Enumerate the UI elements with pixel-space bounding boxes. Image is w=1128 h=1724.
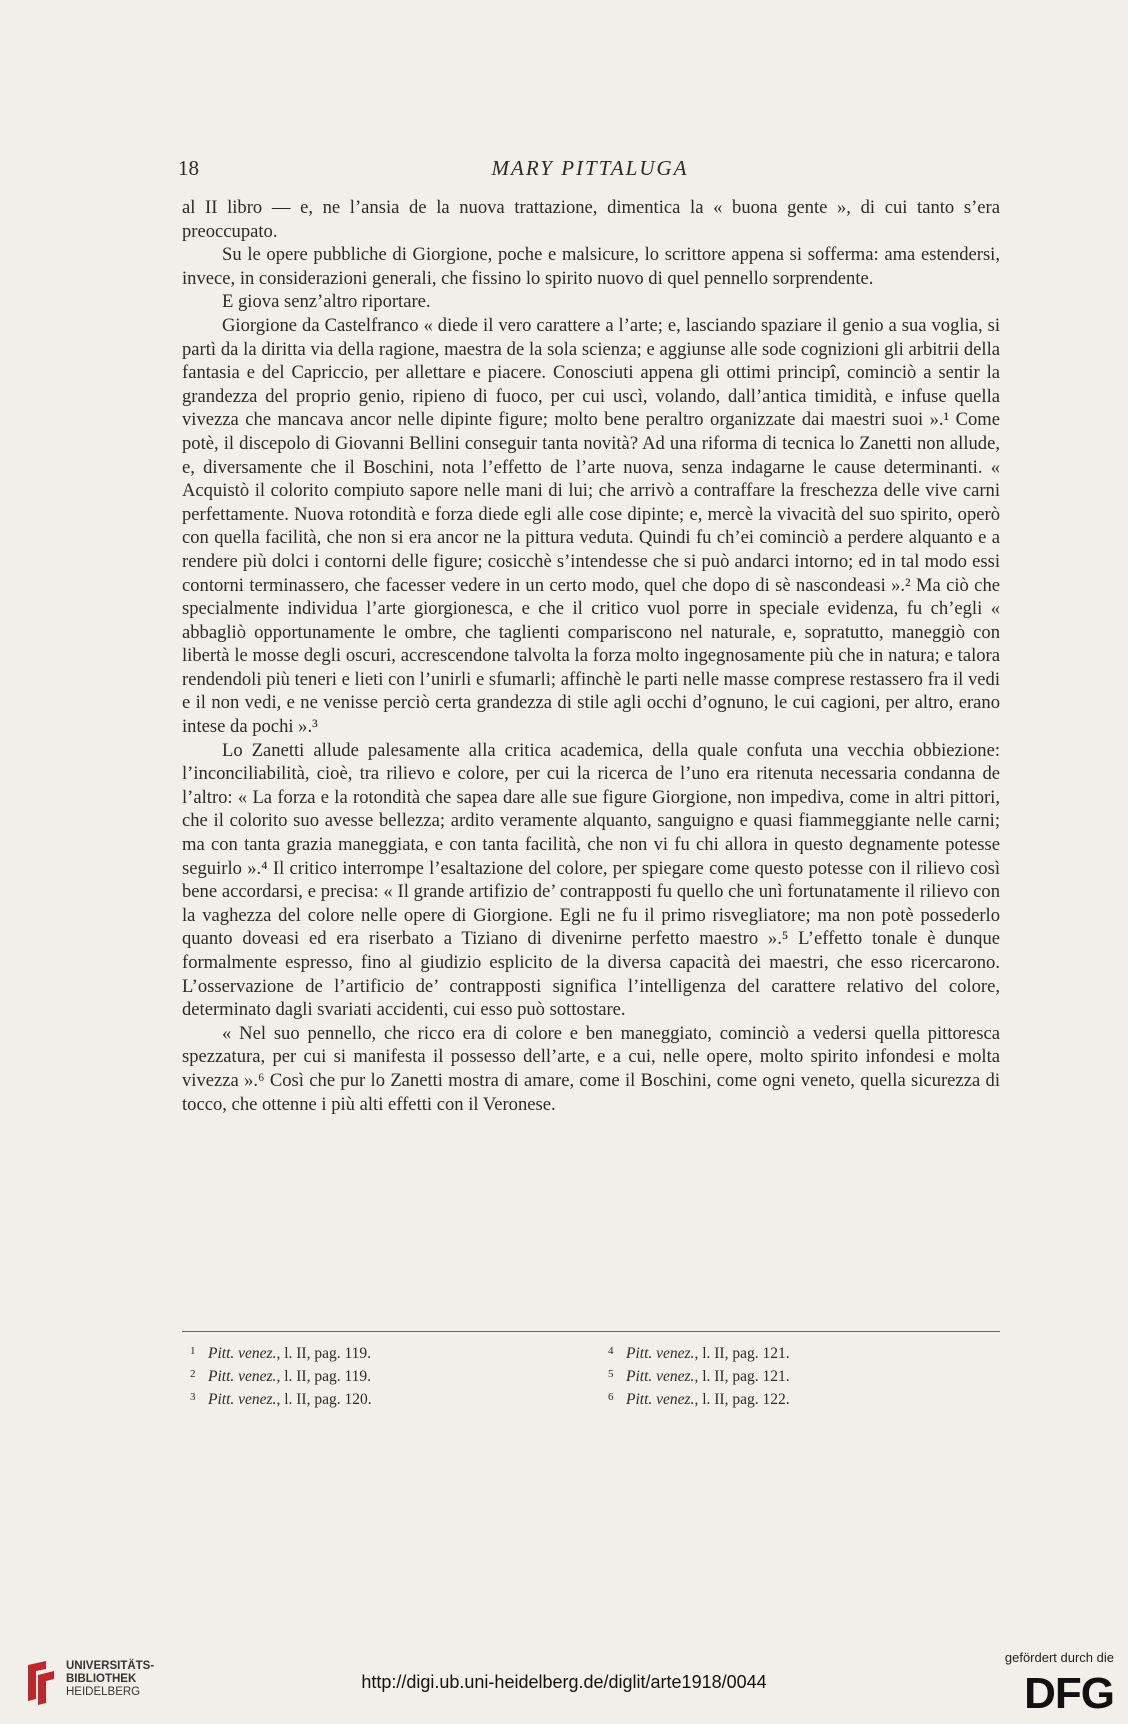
- footnote: 6 Pitt. venez., l. II, pag. 122.: [608, 1391, 790, 1408]
- paragraph: « Nel suo pennello, che ricco era di colore e ben maneggiato, cominciò a vedersi quella pittoresca spezzatura, per cui si manifesta il possesso dell’arte, e a cui, nelle opere, molto spirito infondesi e molta vivezza ».⁶ Così che pur lo Zanetti mostra di amare, come il Boschini, come ogni veneto, quella sicurezza di tocco, che ottenne i più alti effetti con il Veronese.: [182, 1022, 1000, 1115]
- permalink-url[interactable]: http://digi.ub.uni-heidelberg.de/diglit/arte1918/0044: [361, 1672, 767, 1692]
- footer-bar: [0, 1644, 1128, 1724]
- running-title: MARY PITTALUGA: [491, 156, 689, 180]
- footnote: 1 Pitt. venez., l. II, pag. 119.: [190, 1345, 371, 1362]
- paragraph: Lo Zanetti allude palesamente alla critica academica, della quale confuta una vecchia obbiezione: l’inconciliabilità, cioè, tra rilievo e colore, per cui la ricerca de l’uno era ritenuta necessaria condanna de l’altro: « La forza e la rotondità che sapea dare alle sue figure Giorgione, non impediva, come in altri pittori, che il colorito suo avesse bellezza; ardito veramente alquanto, sanguigno e quasi fiammeggiante nelle carni; ma con tanta grazia maneggiata, e con tanta facilità, che non vi fu chi allora in questo degnamente potesse seguirlo ».⁴ Il critico interrompe l’esaltazione del colore, per spiegare come questo potesse con il rilievo così bene accordarsi, e precisa: « Il grande artifizio de’ contrapposti fu quello che unì fortunatamente il rilievo con la vaghezza del colore nelle opere di Giorgione. Egli ne fu il primo risvegliatore; ma non potè possederlo quanto doveasi ed era riserbato a Tiziano di divenirne perfetto maestro ».⁵ L’effetto tonale è dunque formalmente espresso, fino al giudizio esplicito de la diversa capacità dei maestri, che esso ricercarono. L’osservazione de l’artificio de’ contrapposti significa l’intelligenza del carattere relativo del colore, determinato dagli svariati accidenti, cui esso può sottostare.: [182, 739, 1000, 1021]
- paragraph: Giorgione da Castelfranco « diede il vero carattere a l’arte; e, lasciando spaziare il genio a sua voglia, si partì da la diritta via della ragione, maestra de la sola scienza; e aggiunse alle sode cognizioni gli arbitrii della fantasia e del Capriccio, per allettare e piacere. Conosciuti appena gli ottimi principî, cominciò a sentir la grandezza del proprio genio, ripieno di fuoco, per cui uscì, volando, dall’antica timidità, e infuse quella vivezza che mancava ancor nelle dipinte figure; molto bene peraltro organizzate dai maestri suoi ».¹ Come potè, il discepolo di Giovanni Bellini conseguir tanta novità? Ad una riforma di tecnica lo Zanetti non allude, e, diversamente che il Boschini, nota l’effetto de l’arte nuova, senza indagarne le cause determinanti. « Acquistò il colorito compiuto sapore nelle mani di lui; che arrivò a contraffare la freschezza delle vive carni perfettamente. Nuova rotondità e forza diede egli alle cose dipinte; e, mercè la vivacità del suo spirito, operò con quella facilità, che non si era ancor ne la pittura veduta. Quindi fu ch’ei cominciò a perdere alquanto e a rendere più dolci i contorni delle figure; cosicchè s’intendesse che si può andarci intorno; ed in tal modo essi contorni terminassero, che facesser vedere in un certo modo, quel che dopo di sè nascondeasi ».² Ma ciò che specialmente individua l’arte giorgionesca, e che il critico vuol porre in speciale evidenza, fu ch’egli « abbagliò opportunamente le ombre, che taglienti compariscono nel naturale, e, sopratutto, maneggiò con libertà le mosse degli oscuri, accrescendone talvolta la forza molto ingegnosamente più che in natura; e talora rendendoli più teneri e lieti con l’unirli e sfumarli; affinchè le parti nelle masse comprese restassero fra il vedi e il non vedi, e ne venisse perciò certa grandezza di stile agli occhi d’ognuno, le cui cagioni, per altro, erano intese da pochi ».³: [182, 314, 1000, 738]
- page-number: 18: [178, 156, 199, 180]
- dfg-logo: DFG: [1024, 1669, 1114, 1718]
- body-text: [182, 196, 1000, 1116]
- footnote: 2 Pitt. venez., l. II, pag. 119.: [190, 1368, 371, 1385]
- footnote-divider: [182, 1331, 1000, 1332]
- footnote: 5 Pitt. venez., l. II, pag. 121.: [608, 1368, 790, 1385]
- sponsor-text: gefördert durch die: [1004, 1650, 1114, 1665]
- library-name: UNIVERSITÄTS- BIBLIOTHEK HEIDELBERG: [66, 1660, 155, 1698]
- paragraph: Su le opere pubbliche di Giorgione, poche e malsicure, lo scrittore appena si sofferma: ama estendersi, invece, in considerazioni generali, che fissino lo spirito nuovo di quel pennello sorprendente.: [182, 244, 1000, 289]
- footnotes-right-column: [608, 1341, 968, 1410]
- footnote: 3 Pitt. venez., l. II, pag. 120.: [190, 1391, 372, 1408]
- page-header: [178, 156, 1002, 186]
- footnote: 4 Pitt. venez., l. II, pag. 121.: [608, 1345, 790, 1362]
- footnotes-left-column: [190, 1341, 550, 1410]
- paragraph: al II libro — e, ne l’ansia de la nuova trattazione, dimentica la « buona gente », di cui tanto s’era preoccupato.: [182, 197, 1000, 242]
- paragraph: E giova senz’altro riportare.: [222, 291, 431, 313]
